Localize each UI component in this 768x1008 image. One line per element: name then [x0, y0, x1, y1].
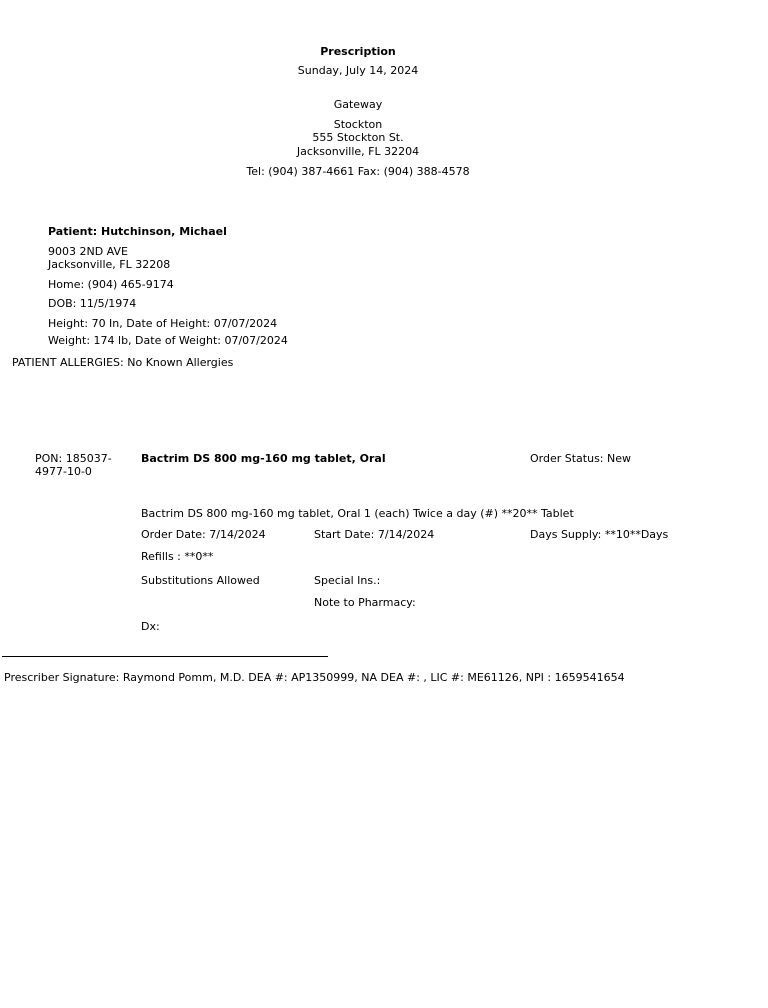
pon-line1: PON: 185037-	[35, 452, 112, 465]
patient-address-line2: Jacksonville, FL 32208	[48, 258, 171, 271]
patient-dob: DOB: 11/5/1974	[48, 297, 137, 310]
diagnosis: Dx:	[141, 620, 160, 633]
pharmacy-street: 555 Stockton St.	[312, 131, 404, 144]
document-title: Prescription	[320, 45, 396, 58]
special-instructions: Special Ins.:	[314, 574, 381, 587]
patient-name: Patient: Hutchinson, Michael	[48, 225, 227, 238]
patient-address-line1: 9003 2ND AVE	[48, 245, 128, 258]
days-supply: Days Supply: **10**Days	[530, 528, 669, 541]
sig-line: Bactrim DS 800 mg-160 mg tablet, Oral 1 (each) Twice a day (#) **20** Tablet	[141, 507, 574, 520]
patient-home-phone: Home: (904) 465-9174	[48, 278, 174, 291]
pharmacy-phone: Tel: (904) 387-4661 Fax: (904) 388-4578	[246, 165, 470, 178]
order-status: Order Status: New	[530, 452, 632, 465]
prescriber-signature: Prescriber Signature: Raymond Pomm, M.D. DEA #: AP1350999, NA DEA #: , LIC #: ME61126, NPI : 1659541654	[4, 671, 625, 684]
start-date: Start Date: 7/14/2024	[314, 528, 435, 541]
signature-rule	[2, 656, 328, 657]
refills: Refills : **0**	[141, 550, 214, 563]
patient-allergies: PATIENT ALLERGIES: No Known Allergies	[12, 356, 234, 369]
patient-weight: Weight: 174 lb, Date of Weight: 07/07/2024	[48, 334, 288, 347]
pharmacy-name: Gateway	[333, 98, 383, 111]
prescription-date: Sunday, July 14, 2024	[297, 64, 419, 77]
drug-name: Bactrim DS 800 mg-160 mg tablet, Oral	[141, 452, 386, 465]
note-to-pharmacy: Note to Pharmacy:	[314, 596, 416, 609]
pharmacy-branch: Stockton	[333, 118, 383, 131]
order-date: Order Date: 7/14/2024	[141, 528, 266, 541]
pon-line2: 4977-10-0	[35, 465, 92, 478]
patient-height: Height: 70 In, Date of Height: 07/07/2024	[48, 317, 278, 330]
substitutions: Substitutions Allowed	[141, 574, 260, 587]
pharmacy-city: Jacksonville, FL 32204	[296, 145, 420, 158]
